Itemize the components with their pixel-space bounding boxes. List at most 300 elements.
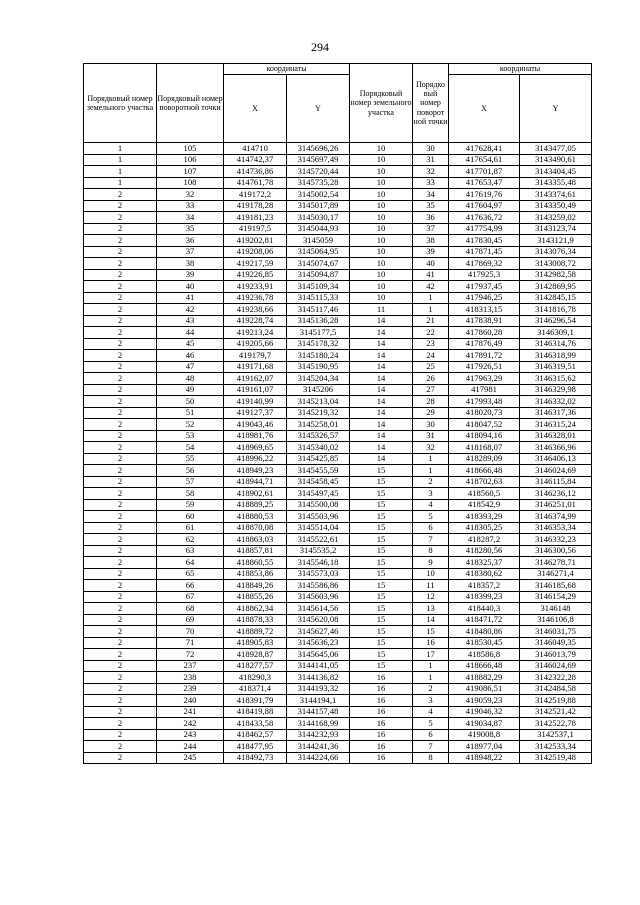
cell-plot-right: 15 [350, 649, 413, 661]
cell-plot-right: 10 [350, 200, 413, 212]
cell-y-left: 3145258,01 [287, 419, 350, 431]
cell-point-left: 58 [157, 488, 224, 500]
cell-y-left: 3145064,95 [287, 246, 350, 258]
cell-plot-left: 2 [84, 695, 157, 707]
cell-x-right: 418094,16 [449, 430, 520, 442]
cell-point-left: 67 [157, 591, 224, 603]
cell-plot-right: 14 [350, 442, 413, 454]
cell-plot-left: 2 [84, 235, 157, 247]
cell-x-right: 417925,3 [449, 269, 520, 281]
cell-y-right: 3146406,13 [520, 453, 592, 465]
cell-point-left: 56 [157, 465, 224, 477]
cell-y-left: 3145614,56 [287, 603, 350, 615]
cell-plot-right: 10 [350, 154, 413, 166]
cell-plot-right: 10 [350, 281, 413, 293]
cell-point-right: 4 [413, 706, 449, 718]
cell-x-right: 417860,28 [449, 327, 520, 339]
cell-point-left: 238 [157, 672, 224, 684]
cell-plot-right: 15 [350, 637, 413, 649]
cell-plot-right: 15 [350, 614, 413, 626]
cell-point-left: 34 [157, 212, 224, 224]
cell-x-right: 418287,2 [449, 534, 520, 546]
cell-y-right: 3146024,69 [520, 465, 592, 477]
cell-plot-right: 15 [350, 545, 413, 557]
cell-x-left: 418290,3 [224, 672, 287, 684]
cell-point-right: 31 [413, 154, 449, 166]
table-row [84, 545, 592, 557]
cell-x-right: 418047,52 [449, 419, 520, 431]
cell-plot-right: 10 [350, 223, 413, 235]
cell-x-left: 418419,88 [224, 706, 287, 718]
cell-y-left: 3145117,46 [287, 304, 350, 316]
cell-y-right: 3143259,02 [520, 212, 592, 224]
cell-x-right: 418380,62 [449, 568, 520, 580]
cell-point-right: 4 [413, 499, 449, 511]
cell-plot-right: 15 [350, 557, 413, 569]
table-row [84, 706, 592, 718]
cell-point-left: 105 [157, 143, 224, 155]
table-row [84, 396, 592, 408]
cell-plot-right: 16 [350, 672, 413, 684]
cell-y-left: 3145503,96 [287, 511, 350, 523]
table-row [84, 338, 592, 350]
cell-y-right: 3146315,24 [520, 419, 592, 431]
cell-x-left: 418853,86 [224, 568, 287, 580]
cell-plot-left: 2 [84, 683, 157, 695]
cell-y-right: 3142322,28 [520, 672, 592, 684]
cell-point-left: 66 [157, 580, 224, 592]
cell-plot-left: 2 [84, 315, 157, 327]
cell-plot-left: 2 [84, 246, 157, 258]
table-row [84, 442, 592, 454]
cell-x-left: 419161,07 [224, 384, 287, 396]
table-row [84, 534, 592, 546]
cell-point-right: 38 [413, 235, 449, 247]
cell-y-right: 3146300,56 [520, 545, 592, 557]
cell-y-left: 3145074,67 [287, 258, 350, 270]
cell-plot-left: 1 [84, 143, 157, 155]
cell-point-right: 9 [413, 557, 449, 569]
cell-point-right: 29 [413, 407, 449, 419]
cell-point-right: 13 [413, 603, 449, 615]
table-row [84, 292, 592, 304]
cell-y-right: 3146366,96 [520, 442, 592, 454]
table-row [84, 511, 592, 523]
cell-y-left: 3145059 [287, 235, 350, 247]
cell-y-right: 3146154,29 [520, 591, 592, 603]
cell-x-right: 417869,32 [449, 258, 520, 270]
cell-x-left: 418277,57 [224, 660, 287, 672]
cell-x-left: 418889,72 [224, 626, 287, 638]
cell-x-left: 419171,68 [224, 361, 287, 373]
cell-y-right: 3146251,01 [520, 499, 592, 511]
cell-point-right: 1 [413, 672, 449, 684]
table-row [84, 384, 592, 396]
cell-y-left: 3145213,04 [287, 396, 350, 408]
cell-x-left: 419226,85 [224, 269, 287, 281]
cell-x-right: 417636,72 [449, 212, 520, 224]
cell-y-right: 3141816,78 [520, 304, 592, 316]
cell-plot-left: 2 [84, 223, 157, 235]
cell-point-left: 48 [157, 373, 224, 385]
cell-y-right: 3146314,76 [520, 338, 592, 350]
cell-plot-left: 2 [84, 718, 157, 730]
cell-plot-left: 1 [84, 166, 157, 178]
cell-point-right: 34 [413, 189, 449, 201]
cell-point-right: 5 [413, 511, 449, 523]
cell-plot-left: 2 [84, 258, 157, 270]
table-row [84, 637, 592, 649]
cell-plot-left: 2 [84, 672, 157, 684]
cell-plot-left: 2 [84, 488, 157, 500]
cell-plot-right: 16 [350, 718, 413, 730]
cell-x-left: 419228,74 [224, 315, 287, 327]
table-row [84, 304, 592, 316]
cell-plot-right: 11 [350, 304, 413, 316]
cell-x-right: 417604,97 [449, 200, 520, 212]
cell-x-right: 419034,87 [449, 718, 520, 730]
cell-y-left: 3145535,2 [287, 545, 350, 557]
cell-y-right: 3143076,34 [520, 246, 592, 258]
cell-y-right: 3146374,99 [520, 511, 592, 523]
cell-y-right: 3146185,68 [520, 580, 592, 592]
table-row [84, 269, 592, 281]
cell-x-left: 418880,53 [224, 511, 287, 523]
cell-x-left: 419236,78 [224, 292, 287, 304]
cell-point-left: 36 [157, 235, 224, 247]
coordinates-table [83, 63, 592, 764]
cell-x-left: 418905,83 [224, 637, 287, 649]
cell-point-right: 15 [413, 626, 449, 638]
cell-x-right: 417937,45 [449, 281, 520, 293]
table-row [84, 752, 592, 764]
cell-x-left: 414742,37 [224, 154, 287, 166]
table-row [84, 419, 592, 431]
cell-x-left: 419181,23 [224, 212, 287, 224]
cell-plot-left: 2 [84, 557, 157, 569]
cell-point-right: 1 [413, 660, 449, 672]
cell-x-right: 417891,72 [449, 350, 520, 362]
cell-plot-right: 15 [350, 476, 413, 488]
cell-point-left: 62 [157, 534, 224, 546]
cell-y-left: 3145720,44 [287, 166, 350, 178]
cell-point-left: 38 [157, 258, 224, 270]
cell-x-right: 417754,99 [449, 223, 520, 235]
cell-point-right: 6 [413, 522, 449, 534]
cell-point-left: 45 [157, 338, 224, 350]
cell-y-left: 3145645,06 [287, 649, 350, 661]
cell-plot-left: 2 [84, 453, 157, 465]
cell-point-left: 65 [157, 568, 224, 580]
cell-y-right: 3142869,95 [520, 281, 592, 293]
cell-x-left: 414761,78 [224, 177, 287, 189]
cell-x-left: 419208,06 [224, 246, 287, 258]
cell-point-right: 23 [413, 338, 449, 350]
cell-plot-left: 2 [84, 706, 157, 718]
cell-plot-left: 2 [84, 499, 157, 511]
cell-plot-right: 14 [350, 407, 413, 419]
cell-plot-left: 2 [84, 419, 157, 431]
header-y-left: Y [287, 75, 350, 143]
table-row [84, 407, 592, 419]
cell-y-right: 3143404,45 [520, 166, 592, 178]
cell-plot-left: 2 [84, 660, 157, 672]
cell-x-right: 417654,61 [449, 154, 520, 166]
header-turning-point-number-right: Порядко вый номер поворот ной точки [413, 64, 449, 143]
cell-point-right: 39 [413, 246, 449, 258]
cell-point-left: 71 [157, 637, 224, 649]
cell-plot-left: 1 [84, 154, 157, 166]
table-row [84, 741, 592, 753]
cell-plot-right: 15 [350, 626, 413, 638]
table-row [84, 465, 592, 477]
cell-plot-left: 2 [84, 212, 157, 224]
table-row [84, 361, 592, 373]
cell-x-right: 418702,63 [449, 476, 520, 488]
cell-x-left: 418849,26 [224, 580, 287, 592]
cell-plot-left: 2 [84, 580, 157, 592]
cell-point-right: 10 [413, 568, 449, 580]
cell-plot-left: 2 [84, 476, 157, 488]
cell-y-left: 3145497,45 [287, 488, 350, 500]
cell-y-right: 3142537,1 [520, 729, 592, 741]
cell-y-right: 3146296,54 [520, 315, 592, 327]
cell-x-right: 417993,48 [449, 396, 520, 408]
cell-x-right: 419086,51 [449, 683, 520, 695]
cell-point-left: 61 [157, 522, 224, 534]
cell-y-right: 3146013,79 [520, 649, 592, 661]
cell-y-left: 3145177,5 [287, 327, 350, 339]
table-row [84, 729, 592, 741]
cell-y-left: 3145136,28 [287, 315, 350, 327]
header-x-left: X [224, 75, 287, 143]
cell-x-left: 419162,07 [224, 373, 287, 385]
cell-x-right: 417701,87 [449, 166, 520, 178]
cell-x-left: 418996,22 [224, 453, 287, 465]
cell-plot-right: 14 [350, 419, 413, 431]
cell-x-left: 418902,61 [224, 488, 287, 500]
cell-point-right: 1 [413, 292, 449, 304]
table-row [84, 430, 592, 442]
cell-y-right: 3143374,61 [520, 189, 592, 201]
cell-y-right: 3143121,9 [520, 235, 592, 247]
cell-x-right: 418586,8 [449, 649, 520, 661]
cell-plot-right: 16 [350, 741, 413, 753]
cell-y-right: 3146271,4 [520, 568, 592, 580]
cell-x-left: 418477,95 [224, 741, 287, 753]
cell-point-left: 47 [157, 361, 224, 373]
cell-x-left: 418433,58 [224, 718, 287, 730]
table-row [84, 626, 592, 638]
cell-y-right: 3146353,34 [520, 522, 592, 534]
cell-y-left: 3145500,08 [287, 499, 350, 511]
cell-plot-left: 2 [84, 338, 157, 350]
cell-point-right: 7 [413, 534, 449, 546]
cell-point-right: 1 [413, 304, 449, 316]
table-row [84, 143, 592, 155]
cell-point-right: 5 [413, 718, 449, 730]
cell-y-left: 3145094,87 [287, 269, 350, 281]
cell-plot-right: 15 [350, 511, 413, 523]
table-row [84, 695, 592, 707]
cell-x-right: 418168,07 [449, 442, 520, 454]
cell-plot-left: 2 [84, 281, 157, 293]
cell-plot-right: 10 [350, 177, 413, 189]
cell-x-right: 418393,29 [449, 511, 520, 523]
cell-y-left: 3144157,48 [287, 706, 350, 718]
cell-plot-right: 16 [350, 752, 413, 764]
cell-y-right: 3142519,48 [520, 752, 592, 764]
cell-plot-left: 2 [84, 741, 157, 753]
cell-x-left: 418889,25 [224, 499, 287, 511]
cell-plot-right: 10 [350, 292, 413, 304]
cell-x-left: 418928,87 [224, 649, 287, 661]
cell-point-right: 3 [413, 695, 449, 707]
cell-y-left: 3145190,95 [287, 361, 350, 373]
cell-plot-left: 2 [84, 189, 157, 201]
cell-point-left: 68 [157, 603, 224, 615]
header-land-plot-number-right: Порядковый номер земельного участка [350, 64, 413, 143]
cell-x-right: 419046,32 [449, 706, 520, 718]
cell-point-left: 244 [157, 741, 224, 753]
cell-point-right: 32 [413, 442, 449, 454]
cell-y-right: 3143350,49 [520, 200, 592, 212]
table-row [84, 488, 592, 500]
cell-y-left: 3144136,82 [287, 672, 350, 684]
cell-point-left: 240 [157, 695, 224, 707]
cell-point-right: 6 [413, 729, 449, 741]
cell-x-left: 418857,81 [224, 545, 287, 557]
cell-point-left: 37 [157, 246, 224, 258]
cell-point-left: 49 [157, 384, 224, 396]
cell-plot-right: 14 [350, 338, 413, 350]
cell-x-left: 418391,79 [224, 695, 287, 707]
cell-plot-left: 2 [84, 603, 157, 615]
cell-plot-left: 2 [84, 200, 157, 212]
cell-x-right: 418313,15 [449, 304, 520, 316]
cell-point-right: 12 [413, 591, 449, 603]
cell-y-left: 3145180,24 [287, 350, 350, 362]
cell-y-left: 3145219,32 [287, 407, 350, 419]
cell-plot-right: 10 [350, 246, 413, 258]
cell-plot-left: 2 [84, 545, 157, 557]
cell-x-left: 418492,73 [224, 752, 287, 764]
cell-plot-left: 2 [84, 430, 157, 442]
cell-plot-left: 2 [84, 361, 157, 373]
cell-y-right: 3143123,74 [520, 223, 592, 235]
cell-y-left: 3145455,59 [287, 465, 350, 477]
cell-point-right: 14 [413, 614, 449, 626]
cell-x-left: 419202,81 [224, 235, 287, 247]
table-row [84, 200, 592, 212]
cell-plot-right: 14 [350, 396, 413, 408]
cell-x-right: 418530,45 [449, 637, 520, 649]
cell-x-left: 414736,86 [224, 166, 287, 178]
cell-point-left: 70 [157, 626, 224, 638]
cell-plot-right: 15 [350, 660, 413, 672]
cell-x-left: 418949,23 [224, 465, 287, 477]
cell-y-right: 3143490,61 [520, 154, 592, 166]
cell-point-right: 33 [413, 177, 449, 189]
header-y-right: Y [520, 75, 592, 143]
cell-y-left: 3145115,33 [287, 292, 350, 304]
table-row [84, 350, 592, 362]
cell-plot-left: 2 [84, 591, 157, 603]
cell-y-left: 3145697,49 [287, 154, 350, 166]
cell-point-left: 33 [157, 200, 224, 212]
cell-plot-right: 10 [350, 212, 413, 224]
cell-plot-left: 1 [84, 177, 157, 189]
cell-point-right: 30 [413, 419, 449, 431]
cell-plot-right: 10 [350, 235, 413, 247]
cell-y-left: 3145514,04 [287, 522, 350, 534]
cell-plot-left: 2 [84, 396, 157, 408]
cell-x-left: 419217,59 [224, 258, 287, 270]
cell-point-left: 107 [157, 166, 224, 178]
cell-y-right: 3146318,99 [520, 350, 592, 362]
cell-x-left: 418878,33 [224, 614, 287, 626]
cell-x-right: 419008,8 [449, 729, 520, 741]
cell-point-left: 55 [157, 453, 224, 465]
cell-point-right: 2 [413, 683, 449, 695]
cell-plot-right: 14 [350, 384, 413, 396]
table-row [84, 177, 592, 189]
cell-y-right: 3143355,48 [520, 177, 592, 189]
cell-y-left: 3145735,28 [287, 177, 350, 189]
cell-plot-left: 2 [84, 511, 157, 523]
cell-point-left: 44 [157, 327, 224, 339]
cell-point-left: 46 [157, 350, 224, 362]
cell-x-right: 417876,49 [449, 338, 520, 350]
cell-plot-right: 16 [350, 706, 413, 718]
cell-x-left: 419197,5 [224, 223, 287, 235]
cell-x-right: 418289,09 [449, 453, 520, 465]
cell-y-left: 3145636,23 [287, 637, 350, 649]
cell-point-left: 51 [157, 407, 224, 419]
cell-x-right: 417871,45 [449, 246, 520, 258]
cell-y-right: 3146315,62 [520, 373, 592, 385]
cell-x-left: 419205,66 [224, 338, 287, 350]
cell-point-right: 27 [413, 384, 449, 396]
cell-point-right: 40 [413, 258, 449, 270]
cell-x-left: 419233,91 [224, 281, 287, 293]
cell-plot-left: 2 [84, 626, 157, 638]
cell-x-left: 419213,24 [224, 327, 287, 339]
cell-plot-right: 16 [350, 683, 413, 695]
header-coordinates-left: координаты [224, 64, 350, 75]
cell-x-right: 418542,9 [449, 499, 520, 511]
cell-y-right: 3146332,02 [520, 396, 592, 408]
cell-plot-right: 15 [350, 499, 413, 511]
cell-point-left: 243 [157, 729, 224, 741]
cell-point-left: 40 [157, 281, 224, 293]
cell-x-right: 418399,23 [449, 591, 520, 603]
cell-x-left: 418855,26 [224, 591, 287, 603]
cell-plot-right: 14 [350, 373, 413, 385]
cell-x-right: 418948,22 [449, 752, 520, 764]
cell-point-right: 8 [413, 752, 449, 764]
cell-y-right: 3142519,88 [520, 695, 592, 707]
cell-y-right: 3146328,01 [520, 430, 592, 442]
cell-point-right: 8 [413, 545, 449, 557]
cell-y-left: 3144224,66 [287, 752, 350, 764]
cell-point-left: 53 [157, 430, 224, 442]
cell-x-right: 418325,37 [449, 557, 520, 569]
cell-plot-right: 14 [350, 327, 413, 339]
cell-point-left: 106 [157, 154, 224, 166]
cell-point-right: 42 [413, 281, 449, 293]
cell-plot-right: 15 [350, 465, 413, 477]
